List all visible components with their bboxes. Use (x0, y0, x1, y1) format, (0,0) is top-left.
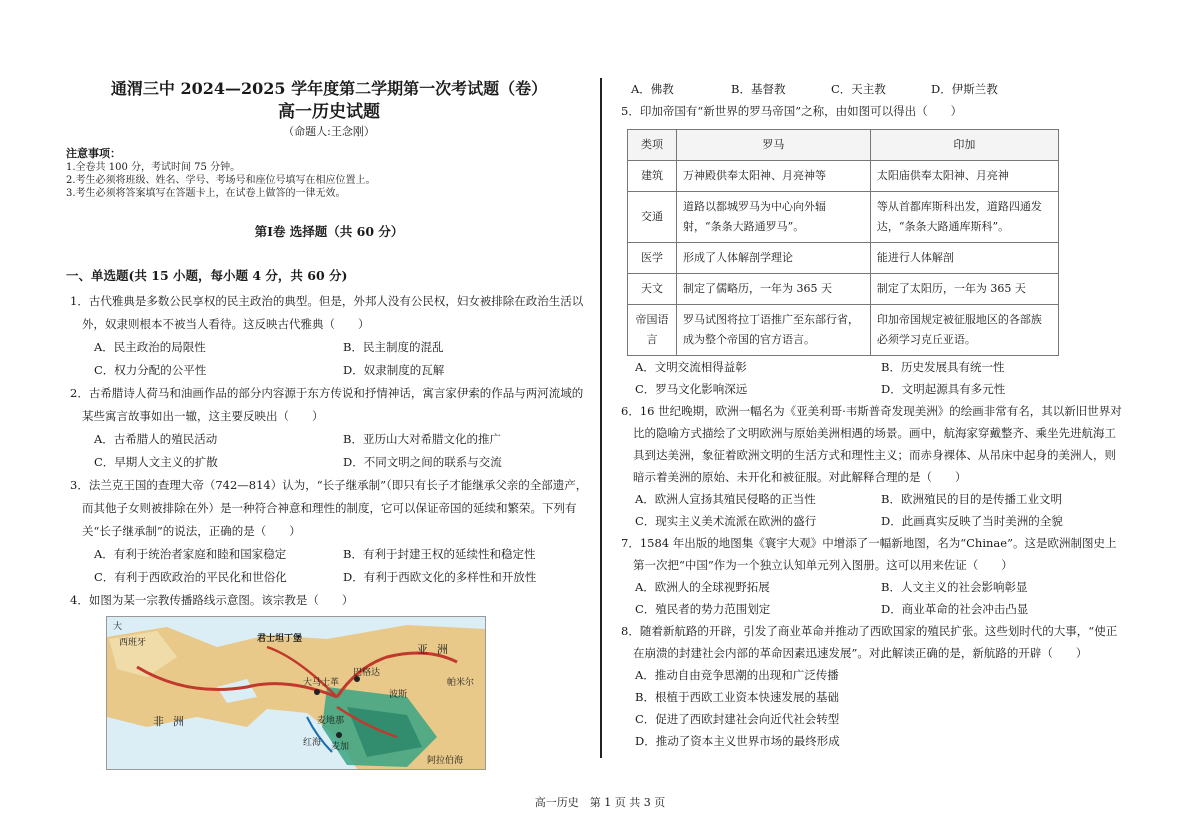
religion-spread-map (106, 616, 486, 770)
map-label: 大马士革 (303, 678, 340, 688)
option[interactable]: A．古希腊人的殖民活动 (94, 432, 218, 446)
notes-heading: 注意事项： (66, 147, 121, 160)
option[interactable]: A．欧洲人宣扬其殖民侵略的正当性 (635, 492, 816, 506)
option[interactable]: C．现实主义美术流派在欧洲的盛行 (635, 514, 817, 528)
option[interactable]: B．人文主义的社会影响彰显 (881, 580, 1028, 594)
map-label: 麦加 (331, 742, 350, 752)
table-header: 罗马 (677, 130, 871, 161)
note-item: 1.全卷共 100 分，考试时间 75 分钟。 (66, 162, 241, 173)
map-label: 大 (113, 622, 123, 632)
question-3: 3．法兰克王国的查理大帝（742—814）认为，“长子继承制”（即只有长子才能继承父亲的全部遗产，而其他子女则被排除在外）是一种符合神意和理性的制度，它可以保证帝国的延续和繁荣。下列有关“长子继承制”的说法，正确的是（ ） (70, 478, 588, 538)
option[interactable]: C．天主教 (831, 82, 886, 96)
table-cell: 能进行人体解剖 (870, 243, 1058, 274)
table-cell: 形成了人体解剖学理论 (677, 243, 871, 274)
table-row (628, 243, 1059, 274)
option[interactable]: D．奴隶制度的瓦解 (343, 363, 445, 377)
question-6-options (617, 488, 1127, 532)
table-row (628, 305, 1059, 356)
option[interactable]: A．民主政治的局限性 (94, 340, 206, 354)
question-2-options (66, 428, 592, 474)
question-5-options (617, 356, 1127, 400)
table-cell: 印加帝国规定被征服地区的各部族必须学习克丘亚语。 (870, 305, 1058, 356)
option[interactable]: A．推动自由竞争思潮的出现和广泛传播 (635, 668, 839, 682)
author-line: （命题人:王念刚） (283, 125, 375, 138)
table-header: 类项 (628, 130, 677, 161)
table-cell: 天文 (628, 274, 677, 305)
map-label: 阿拉伯海 (427, 756, 464, 766)
option[interactable]: B．历史发展具有统一性 (881, 360, 1005, 374)
option[interactable]: B．民主制度的混乱 (343, 340, 444, 354)
question-5: 5．印加帝国有“新世界的罗马帝国”之称，由如图可以得出（ ） (621, 104, 963, 118)
map-label: 非 (153, 715, 164, 728)
map-label: 帕米尔 (447, 678, 475, 688)
option[interactable]: B．亚历山大对希腊文化的推广 (343, 432, 501, 446)
left-column (66, 78, 592, 770)
table-cell: 帝国语言 (628, 305, 677, 356)
table-row (628, 274, 1059, 305)
option[interactable]: C．有利于西欧政治的平民化和世俗化 (94, 570, 287, 584)
option[interactable]: B．基督教 (731, 82, 786, 96)
map-label: 红海 (303, 738, 322, 748)
option[interactable]: A．欧洲人的全球视野拓展 (635, 580, 770, 594)
option[interactable]: C．权力分配的公平性 (94, 363, 207, 377)
table-cell: 等从首都库斯科出发，道路四通发达，“条条大路通库斯科”。 (870, 192, 1058, 243)
option[interactable]: D．有利于西欧文化的多样性和开放性 (343, 570, 537, 584)
table-cell: 万神殿供奉太阳神、月亮神等 (677, 161, 871, 192)
option[interactable]: C．早期人文主义的扩散 (94, 455, 218, 469)
exam-title: 通渭三中 2024—2025 学年度第二学期第一次考试题（卷） (110, 79, 548, 98)
table-cell: 太阳庙供奉太阳神、月亮神 (870, 161, 1058, 192)
option[interactable]: A．文明交流相得益彰 (635, 360, 747, 374)
map-label: 麦地那 (317, 716, 345, 726)
question-2: 2．古希腊诗人荷马和油画作品的部分内容源于东方传说和抒情神话，寓言家伊索的作品与两河流域的某些寓言故事如出一辙，这主要反映出（ ） (70, 386, 584, 423)
map-label: 巴格达 (353, 668, 381, 678)
option[interactable]: A．有利于统治者家庭和睦和国家稳定 (94, 547, 287, 561)
option[interactable]: C．促进了西欧封建社会向近代社会转型 (635, 712, 840, 726)
exam-subtitle: 高一历史试题 (278, 102, 380, 122)
question-8: 8．随着新航路的开辟，引发了商业革命并推动了西欧国家的殖民扩张。这些划时代的大事，“使正在崩溃的封建社会内部的革命因素迅速发展”。对此解读正确的是，新航路的开辟（ ） (621, 624, 1118, 660)
question-1-options (66, 336, 592, 382)
option[interactable]: D．此画真实反映了当时美洲的全貌 (881, 514, 1063, 528)
option[interactable]: B．欧洲殖民的目的是传播工业文明 (881, 492, 1062, 506)
map-label: 洲 (173, 715, 184, 728)
map-label: 西班牙 (119, 638, 147, 648)
table-cell: 建筑 (628, 161, 677, 192)
option[interactable]: B．根植于西欧工业资本快速发展的基础 (635, 690, 839, 704)
option[interactable]: D．文明起源具有多元性 (881, 382, 1006, 396)
table-cell: 道路以都城罗马为中心向外辐射，“条条大路通罗马”。 (677, 192, 871, 243)
part-heading: 一、单选题(共 15 小题，每小题 4 分，共 60 分) (66, 268, 348, 283)
map-label: 洲 (437, 643, 448, 656)
table-cell: 医学 (628, 243, 677, 274)
question-7-options (617, 576, 1127, 620)
question-1: 1．古代雅典是多数公民享权的民主政治的典型。但是，外邦人没有公民权，妇女被排除在政治生活以外，奴隶则根本不被当人看待。这反映古代雅典（ ） (70, 294, 584, 331)
question-3-options (66, 543, 592, 589)
map-label: 君士坦丁堡 (257, 634, 303, 644)
table-cell: 交通 (628, 192, 677, 243)
page-footer: 高一历史 第 1 页 共 3 页 (534, 796, 666, 809)
table-row (628, 161, 1059, 192)
option[interactable]: D．伊斯兰教 (931, 82, 998, 96)
comparison-table (627, 129, 1059, 356)
option[interactable]: B．有利于封建王权的延续性和稳定性 (343, 547, 536, 561)
question-6: 6．16 世纪晚期，欧洲一幅名为《亚美利哥·韦斯普奇发现美洲》的绘画非常有名，其以新旧世界对比的隐喻方式描绘了文明欧洲与原始美洲相遇的场景。画中，航海家穿戴整齐、乘坐先进航海工具到达美洲，象征着欧洲文明的生活方式和理性主义；而赤身裸体、从吊床中起身的美洲人，则暗示着美洲的原始、未开化和被征服。对此解释合理的是（ ） (621, 404, 1122, 484)
map-label: 亚 (417, 643, 428, 656)
question-4-options (617, 78, 1127, 100)
option[interactable]: C．殖民者的势力范围划定 (635, 602, 771, 616)
option[interactable]: D．不同文明之间的联系与交流 (343, 455, 502, 469)
table-header-row (628, 130, 1059, 161)
option[interactable]: A．佛教 (631, 82, 674, 96)
table-cell: 制定了儒略历，一年为 365 天 (677, 274, 871, 305)
question-7: 7．1584 年出版的地图集《寰宇大观》中增添了一幅新地图，名为“Chinae”。这是欧洲制图史上第一次把“中国”作为一个独立认知单元列入图册。这可以用来佐证（ ） (621, 536, 1117, 572)
note-item: 2.考生必须将班级、姓名、学号、考场号和座位号填写在相应位置上。 (66, 175, 376, 186)
table-cell: 制定了太阳历，一年为 365 天 (870, 274, 1058, 305)
option[interactable]: C．罗马文化影响深远 (635, 382, 748, 396)
map-label: 波斯 (389, 690, 408, 700)
section-heading: 第Ⅰ卷 选择题（共 60 分） (254, 224, 404, 239)
right-column (617, 78, 1127, 752)
option[interactable]: D．商业革命的社会冲击凸显 (881, 602, 1029, 616)
note-item: 3.考生必须将答案填写在答题卡上，在试卷上做答的一律无效。 (66, 188, 346, 199)
question-8-options (617, 664, 1127, 752)
table-row (628, 192, 1059, 243)
table-cell: 罗马试图将拉丁语推广至东部行省，成为整个帝国的官方语言。 (677, 305, 871, 356)
question-4: 4．如图为某一宗教传播路线示意图。该宗教是（ ） (70, 593, 354, 607)
column-divider (600, 78, 602, 758)
table-header: 印加 (870, 130, 1058, 161)
option[interactable]: D．推动了资本主义世界市场的最终形成 (635, 734, 840, 748)
